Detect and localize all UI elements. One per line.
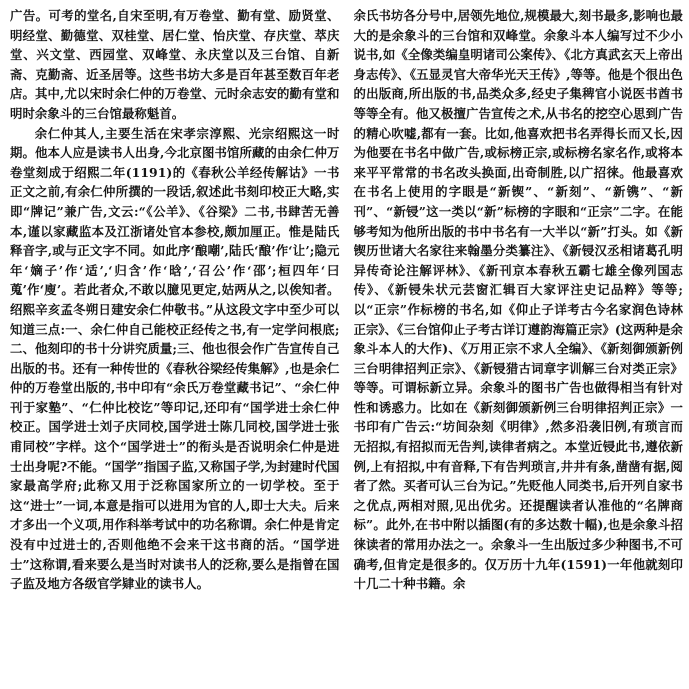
left-paragraph-2: 余仁仲其人,主要生活在宋孝宗淳熙、光宗绍熙这一时期。他本人应是读书人出身,今北京图书馆所藏的由余仁仲万卷堂刻成于绍熙二年(1191)的《春秋公羊经传解诂》一书正文之前,有余仁仲所撰的一段话,叙述此书刻印校正大略,实即“牌记”兼广告,文云:“《公羊》、《谷梁》二书,书肆苦无善本,谨以家藏监本及江浙诸处官本参校,颇加厘正。惟是陆氏释音字,或与正文字不同。如此序‘酿嘲’,陆氏‘酿’作‘让’;隐元年‘嫡子’作‘适’,‘归含’作‘晗’,‘召公’作‘邵’;桓四年‘曰蒐’作‘廋’。若此者众,不敢以臆见更定,姑两从之,以俟知者。绍熙辛亥孟冬朔日建安余仁仲敬书。”从这段文字中至少可以知道三点:一、余仁仲自己能校正经传之书,有一定学问根底;二、他刻印的书十分讲究质量;三、他也很会作广告宣传自己出版的书。还有一种传世的《春秋谷梁经传集解》,也是余仁仲的万卷堂出版的,书中印有“余氏万卷堂藏书记”、“余仁仲刊于家塾”、“仁仲比校讫”等印记,还印有“国学进士余仁仲校正。国学进士刘子庆同校,国学进士陈几同校,国学进士张甫同校”字样。这个“国学进士”的衔头是否说明余仁仲是进士出身呢?不能。“国学”指国子监,又称国子学,为封建时代国家最高学府;此称又用于泛称国家所立的一切学校。至于这“进士”一词,本意是指可以进用为官的人,即士大夫。后来才多出一个义项,用作科举考试中的功名称谓。余仁仲是肯定没有中过进士的,否则他绝不会来干这书商的活。“国学进士”这称谓,看来要么是当时对读书人的泛称,要么是指曾在国子监及地方各级官学肄业的读书人。 [10, 125, 340, 592]
right-paragraph-1: 余氏书坊各分号中,居领先地位,规模最大,刻书最多,影响也最大的是余象斗的三台馆和双峰堂。余象斗本人编写过不少小说书,如《全像类编皇明诸司公案传》、《北方真武玄天上帝出身志传》、《五显灵官大帝华光天王传》,等等。他是个很出色的出版商,所出版的书,品类众多,经史子集稗官小说医书酋书等等全有。他又极擅广告宣传之术,从书名的挖空心思到广告的精心吹嘘,都有一套。比如,他喜欢把书名弄得长而又长,因为他要在书名中做广告,或标榜正宗,或标榜名家名作,或将本来平平常常的书名改头换面,出奇制胜,以广招徕。他最喜欢在书名上使用的字眼是“新锲”、“新刻”、“新镌”、“新刊”、“新锓”这一类以“新”标榜的字眼和“正宗”二字。在能够考知为他所出版的书中书名有一大半以“新”打头。如《新锲历世诸大名家往来翰墨分类纂注》、《新锓汉丞相诸葛孔明异传奇论注解评林》、《新刊京本春秋五霸七雄全像列国志传》、《新锓朱状元芸窗汇辑百大家评注史记品粹》等等;以“正宗”作标榜的书名,如《仰止子详考古今名家润色诗林正宗》、《三台馆仰止子考古详订遵韵海篇正宗》(这两种是余象斗本人的大作)、《万用正宗不求人全编》、《新刻御颁新例三台明律招判正宗》、《新锓猎古词章字训解三台对类正宗》等等。可谓标新立异。余象斗的图书广告也做得相当有针对性和诱惑力。比如在《新刻御颁新例三台明律招判正宗》一书印有广告云:“坊间杂刻《明律》,然多沿袭旧例,有琐言而无招拟,有招拟而无告判,读律者病之。本堂近锓此书,遵依新例,上有招拟,中有音释,下有告判琐言,井井有条,凿凿有据,阅者了然。买者可认三台为记。”先贬他人同类书,后开列自家书之优点,两相对照,见出优劣。还提醒读者认准他的“名牌商标”。此外,在书中附以插图(有的多达数十幅),也是余象斗招徕读者的常用办法之一。余象斗一生出版过多少种图书,不可确考,但肯定是很多的。仅万历十九年(1591)一年他就刻印十几二十种书籍。余 [353, 8, 683, 592]
left-column [10, 6, 340, 689]
left-paragraph-1: 广告。可考的堂名,自宋至明,有万卷堂、勤有堂、励贤堂、明经堂、勤德堂、双桂堂、居仁堂、怡庆堂、存庆堂、萃庆堂、兴文堂、西园堂、双峰堂、永庆堂以及三台馆、自新斋、克勤斋、近圣居等。这些书坊大多是百年甚至数百年老店。其中,尤以宋时余仁仲的万卷堂、元时余志安的勤有堂和明时余象斗的三台馆最称魁首。 [10, 8, 340, 121]
right-column [354, 6, 684, 689]
